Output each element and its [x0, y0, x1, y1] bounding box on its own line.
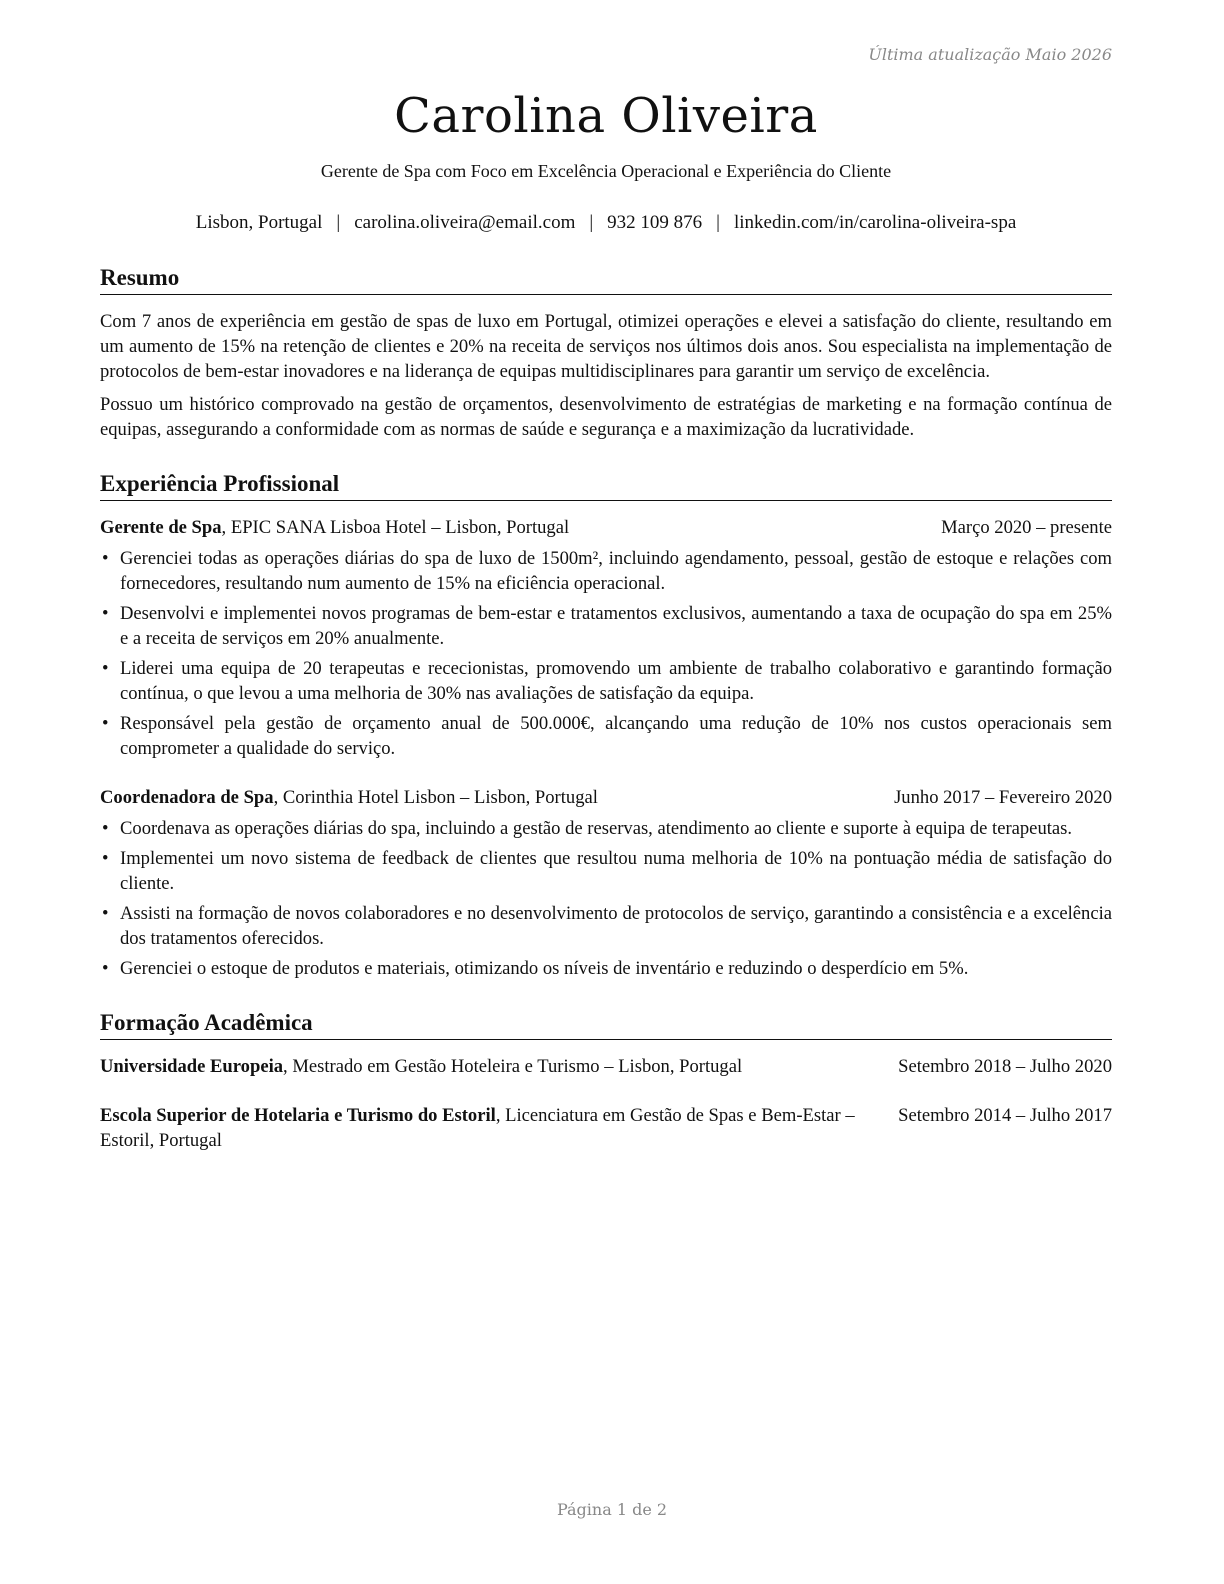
contact-separator: | — [336, 212, 341, 233]
section-title-experience: Experiência Profissional — [100, 470, 1112, 501]
job-dates: Junho 2017 – Fevereiro 2020 — [894, 787, 1112, 808]
job-role: Coordenadora de Spa — [100, 787, 274, 808]
job-company: , EPIC SANA Lisboa Hotel – Lisbon, Portugal — [221, 517, 570, 538]
section-title-education: Formação Acadêmica — [100, 1009, 1112, 1040]
education-degree: , Mestrado em Gestão Hoteleira e Turismo – Lisbon, Portugal — [283, 1056, 743, 1077]
bullet-item: • Gerenciei todas as operações diárias do spa de luxo de 1500m², incluindo agendamento, pessoal, gestão de estoque e relações com fornecedores, resultando num aumento de 15% na eficiência operacional. — [100, 546, 1112, 596]
contact-separator: | — [589, 212, 594, 233]
tagline: Gerente de Spa com Foco em Excelência Operacional e Experiência do Cliente — [320, 161, 892, 181]
education-line — [100, 1103, 862, 1153]
job-bullets — [100, 546, 1112, 761]
education-dates: Setembro 2014 – Julho 2017 — [898, 1105, 1112, 1126]
section-title-summary: Resumo — [100, 264, 1112, 295]
bullet-item: • Implementei um novo sistema de feedback de clientes que resultou numa melhoria de 10% na pontuação média de satisfação do cliente. — [100, 846, 1112, 896]
job-entry — [100, 785, 1112, 981]
page-number: Página 1 de 2 — [556, 1500, 668, 1519]
education-line — [100, 1054, 862, 1079]
job-title-line — [100, 785, 862, 810]
summary-paragraph: Possuo um histórico comprovado na gestão de orçamentos, desenvolvimento de estratégias de marketing e na formação contínua de equipas, assegurando a conformidade com as normas de saúde e segurança e a maximização da lucratividade. — [100, 394, 1112, 440]
contact-line — [100, 210, 1112, 236]
education-entry — [100, 1103, 1112, 1153]
job-header — [100, 785, 1112, 810]
contact-separator: | — [716, 212, 720, 233]
last-updated: Última atualização Maio 2026 — [868, 45, 1112, 64]
bullet-item: • Liderei uma equipa de 20 terapeutas e rececionistas, promovendo um ambiente de trabalho colaborativo e garantindo formação contínua, o que levou a uma melhoria de 30% nas avaliações de satisfação da equipa. — [100, 656, 1112, 706]
education-degree: , Licenciatura em Gestão de Spas e Bem-Estar – Estoril, Portugal — [100, 1105, 855, 1151]
job-role: Gerente de Spa — [100, 517, 222, 538]
education-school: Escola Superior de Hotelaria e Turismo do Estoril — [100, 1105, 496, 1126]
contact-phone: 932 109 876 — [607, 212, 703, 233]
bullet-item: • Coordenava as operações diárias do spa, incluindo a gestão de reservas, atendimento ao cliente e suporte à equipa de terapeutas. — [100, 816, 1112, 841]
summary-paragraph: Com 7 anos de experiência em gestão de spas de luxo em Portugal, otimizei operações e elevei a satisfação do cliente, resultando em um aumento de 15% na retenção de clientes e 20% na receita de serviços nos últimos dois anos. Sou especialista na implementação de protocolos de bem-estar inovadores e na liderança de equipas multidisciplinares para garantir um serviço de excelência. — [100, 311, 1112, 382]
contact-location: Lisbon, Portugal — [195, 212, 323, 233]
bullet-item: • Gerenciei o estoque de produtos e materiais, otimizando os níveis de inventário e reduzindo o desperdício em 5%. — [100, 956, 1112, 981]
job-dates: Março 2020 – presente — [941, 517, 1112, 538]
contact-email[interactable]: carolina.oliveira@email.com — [354, 212, 576, 233]
bullet-item: • Desenvolvi e implementei novos programas de bem-estar e tratamentos exclusivos, aumentando a taxa de ocupação do spa em 25% e a receita de serviços em 20% anualmente. — [100, 601, 1112, 651]
education-entry — [100, 1054, 1112, 1079]
education-dates: Setembro 2018 – Julho 2020 — [898, 1056, 1112, 1077]
job-bullets — [100, 816, 1112, 981]
education-header — [100, 1103, 1112, 1153]
bullet-item: • Assisti na formação de novos colaboradores e no desenvolvimento de protocolos de serviço, garantindo a consistência e a excelência dos tratamentos oferecidos. — [100, 901, 1112, 951]
job-header — [100, 515, 1112, 540]
candidate-name: Carolina Oliveira — [394, 88, 818, 144]
education-header — [100, 1054, 1112, 1079]
bullet-item: • Responsável pela gestão de orçamento anual de 500.000€, alcançando uma redução de 10% nos custos operacionais sem comprometer a qualidade do serviço. — [100, 711, 1112, 761]
contact-linkedin[interactable]: linkedin.com/in/carolina-oliveira-spa — [733, 212, 1017, 233]
job-entry — [100, 515, 1112, 761]
job-company: , Corinthia Hotel Lisbon – Lisbon, Portugal — [273, 787, 598, 808]
education-school: Universidade Europeia — [100, 1056, 284, 1077]
job-title-line — [100, 515, 927, 540]
resume-page — [100, 40, 1112, 1153]
